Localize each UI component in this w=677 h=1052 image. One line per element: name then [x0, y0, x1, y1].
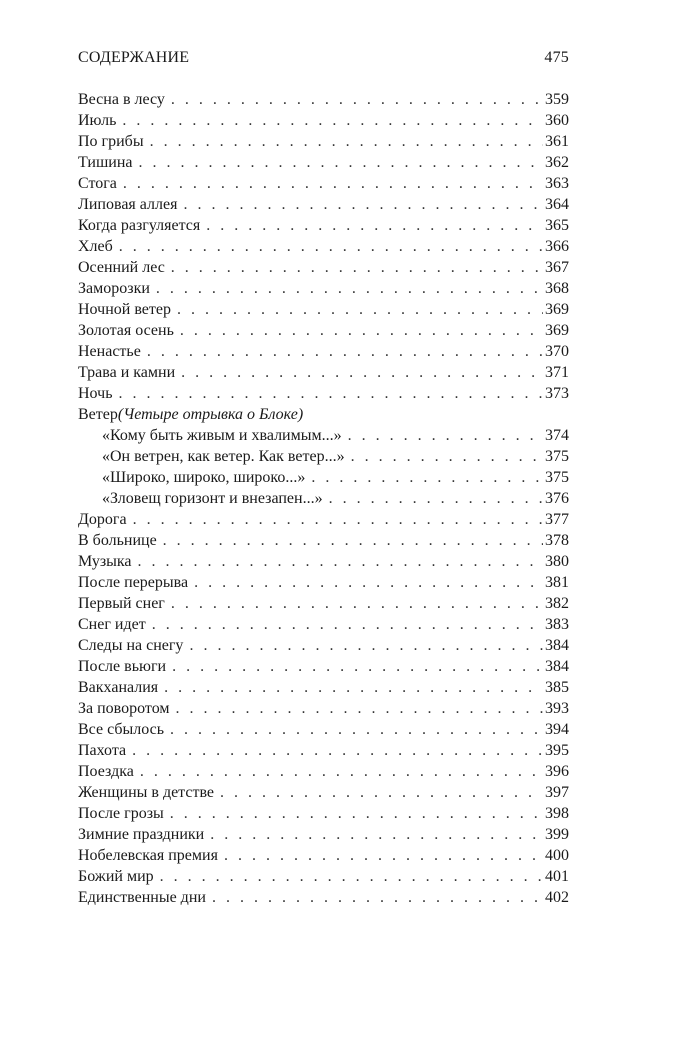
toc-subentry [78, 446, 569, 467]
toc-entry-title: Музыка [78, 553, 132, 570]
dot-leader [348, 425, 543, 446]
toc-entry-page: 366 [545, 238, 569, 255]
toc-entry [78, 572, 569, 593]
table-of-contents [78, 89, 569, 908]
toc-entry-page: 397 [545, 784, 569, 801]
toc-entry-page: 378 [545, 532, 569, 549]
toc-entry [78, 614, 569, 635]
dot-leader [119, 236, 543, 257]
dot-leader [122, 110, 543, 131]
toc-entry-page: 396 [545, 763, 569, 780]
toc-entry [78, 299, 569, 320]
toc-entry [78, 131, 569, 152]
dot-leader [180, 320, 543, 341]
dot-leader [224, 845, 543, 866]
toc-entry-title: После грозы [78, 805, 164, 822]
toc-entry-title: Тишина [78, 154, 133, 171]
dot-leader [311, 467, 543, 488]
toc-entry-title: «Зловещ горизонт и внезапен...» [102, 490, 323, 507]
toc-entry-page: 375 [545, 448, 569, 465]
toc-entry-title: Божий мир [78, 868, 154, 885]
dot-leader [171, 593, 543, 614]
toc-subentry [78, 425, 569, 446]
toc-entry-page: 377 [545, 511, 569, 528]
toc-entry [78, 740, 569, 761]
toc-entry [78, 824, 569, 845]
toc-entry-page: 375 [545, 469, 569, 486]
running-head-title: СОДЕРЖАНИЕ [78, 49, 190, 66]
dot-leader [171, 257, 543, 278]
toc-entry [78, 551, 569, 572]
toc-entry-title: Июль [78, 112, 117, 129]
toc-entry [78, 215, 569, 236]
dot-leader [123, 173, 543, 194]
toc-entry [78, 845, 569, 866]
toc-entry [78, 719, 569, 740]
dot-leader [351, 446, 543, 467]
toc-entry [78, 257, 569, 278]
toc-entry [78, 173, 569, 194]
toc-entry-page: 367 [545, 259, 569, 276]
toc-entry [78, 152, 569, 173]
toc-entry [78, 803, 569, 824]
toc-entry [78, 698, 569, 719]
toc-entry [78, 341, 569, 362]
dot-leader [170, 719, 543, 740]
toc-entry-page: 361 [545, 133, 569, 150]
toc-entry-page: 400 [545, 847, 569, 864]
dot-leader [170, 803, 543, 824]
running-head [78, 49, 569, 71]
dot-leader [133, 509, 543, 530]
dot-leader [118, 383, 543, 404]
dot-leader [152, 614, 543, 635]
toc-entry [78, 677, 569, 698]
toc-entry-title: Зимние праздники [78, 826, 205, 843]
toc-entry-title: «Он ветрен, как ветер. Как ветер...» [102, 448, 345, 465]
toc-entry-title: Первый снег [78, 595, 165, 612]
toc-entry [78, 236, 569, 257]
toc-subentry [78, 467, 569, 488]
toc-entry-title: Нобелевская премия [78, 847, 218, 864]
toc-entry [78, 110, 569, 131]
toc-entry-title: Вакханалия [78, 679, 159, 696]
toc-entry-title: Все сбылось [78, 721, 165, 738]
toc-entry-title: Липовая аллея [78, 196, 178, 213]
dot-leader [140, 761, 543, 782]
dot-leader [160, 866, 543, 887]
toc-entry-title: Снег идет [78, 616, 146, 633]
toc-entry-title: За поворотом [78, 700, 170, 717]
toc-entry-title: Ненастье [78, 343, 141, 360]
dot-leader [212, 887, 543, 908]
toc-entry-page: 395 [545, 742, 569, 759]
toc-entry-page: 362 [545, 154, 569, 171]
dot-leader [156, 278, 543, 299]
dot-leader [150, 131, 543, 152]
toc-entry-page: 369 [545, 322, 569, 339]
toc-entry-page: 398 [545, 805, 569, 822]
dot-leader [132, 740, 543, 761]
toc-entry-page: 360 [545, 112, 569, 129]
toc-entry-page: 376 [545, 490, 569, 507]
toc-entry-title: По грибы [78, 133, 144, 150]
toc-entry [78, 866, 569, 887]
toc-entry [78, 593, 569, 614]
toc-entry-page: 368 [545, 280, 569, 297]
toc-entry-page: 371 [545, 364, 569, 381]
toc-entry [78, 761, 569, 782]
dot-leader [194, 572, 543, 593]
dot-leader [206, 215, 543, 236]
dot-leader [189, 635, 543, 656]
toc-entry [78, 530, 569, 551]
toc-entry-page: 384 [545, 658, 569, 675]
toc-section-subtitle: (Четыре отрывка о Блоке) [117, 406, 304, 423]
toc-entry-page: 402 [545, 889, 569, 906]
dot-leader [164, 677, 543, 698]
toc-entry [78, 278, 569, 299]
dot-leader [171, 89, 543, 110]
toc-entry [78, 89, 569, 110]
toc-entry-page: 394 [545, 721, 569, 738]
dot-leader [138, 152, 543, 173]
toc-entry [78, 782, 569, 803]
toc-entry-page: 364 [545, 196, 569, 213]
toc-entry-title: Золотая осень [78, 322, 174, 339]
toc-entry-title: Дорога [78, 511, 127, 528]
toc-section-header [78, 404, 569, 425]
toc-entry-title: Поездка [78, 763, 134, 780]
toc-entry [78, 509, 569, 530]
toc-entry-page: 381 [545, 574, 569, 591]
dot-leader [147, 341, 543, 362]
toc-entry-page: 359 [545, 91, 569, 108]
toc-section-title: Ветер [78, 406, 118, 423]
toc-entry-title: Ночь [78, 385, 113, 402]
toc-entry-title: Пахота [78, 742, 127, 759]
toc-entry [78, 362, 569, 383]
toc-entry-title: Весна в лесу [78, 91, 165, 108]
toc-entry [78, 194, 569, 215]
dot-leader [163, 530, 543, 551]
toc-entry-page: 380 [545, 553, 569, 570]
toc-entry [78, 887, 569, 908]
dot-leader [329, 488, 543, 509]
toc-entry-title: После вьюги [78, 658, 167, 675]
toc-entry-title: Осенний лес [78, 259, 165, 276]
toc-entry-page: 399 [545, 826, 569, 843]
toc-entry-page: 363 [545, 175, 569, 192]
toc-entry [78, 383, 569, 404]
dot-leader [172, 656, 543, 677]
toc-entry-page: 370 [545, 343, 569, 360]
toc-entry-title: «Широко, широко, широко...» [102, 469, 306, 486]
page-number: 475 [544, 49, 569, 66]
toc-entry-page: 384 [545, 637, 569, 654]
toc-entry [78, 320, 569, 341]
toc-entry-page: 385 [545, 679, 569, 696]
toc-entry-title: Единственные дни [78, 889, 206, 906]
toc-entry-page: 374 [545, 427, 569, 444]
toc-entry [78, 656, 569, 677]
toc-entry-title: «Кому быть живым и хвалимым...» [102, 427, 342, 444]
toc-entry-page: 383 [545, 616, 569, 633]
dot-leader [220, 782, 543, 803]
dot-leader [177, 299, 543, 320]
toc-entry-title: Следы на снегу [78, 637, 184, 654]
dot-leader [183, 194, 543, 215]
toc-entry-title: Женщины в детстве [78, 784, 215, 801]
toc-entry-title: Ночной ветер [78, 301, 171, 318]
dot-leader [176, 698, 543, 719]
toc-entry-title: Стога [78, 175, 117, 192]
dot-leader [138, 551, 543, 572]
toc-entry-title: После перерыва [78, 574, 189, 591]
toc-entry-page: 401 [545, 868, 569, 885]
toc-entry [78, 635, 569, 656]
dot-leader [210, 824, 543, 845]
dot-leader [181, 362, 543, 383]
toc-entry-page: 365 [545, 217, 569, 234]
toc-entry-title: Заморозки [78, 280, 150, 297]
toc-entry-page: 373 [545, 385, 569, 402]
toc-entry-page: 393 [545, 700, 569, 717]
toc-subentry [78, 488, 569, 509]
toc-entry-title: Хлеб [78, 238, 113, 255]
toc-entry-title: В больнице [78, 532, 157, 549]
toc-entry-page: 369 [545, 301, 569, 318]
toc-entry-title: Трава и камни [78, 364, 176, 381]
toc-entry-title: Когда разгуляется [78, 217, 201, 234]
toc-entry-page: 382 [545, 595, 569, 612]
